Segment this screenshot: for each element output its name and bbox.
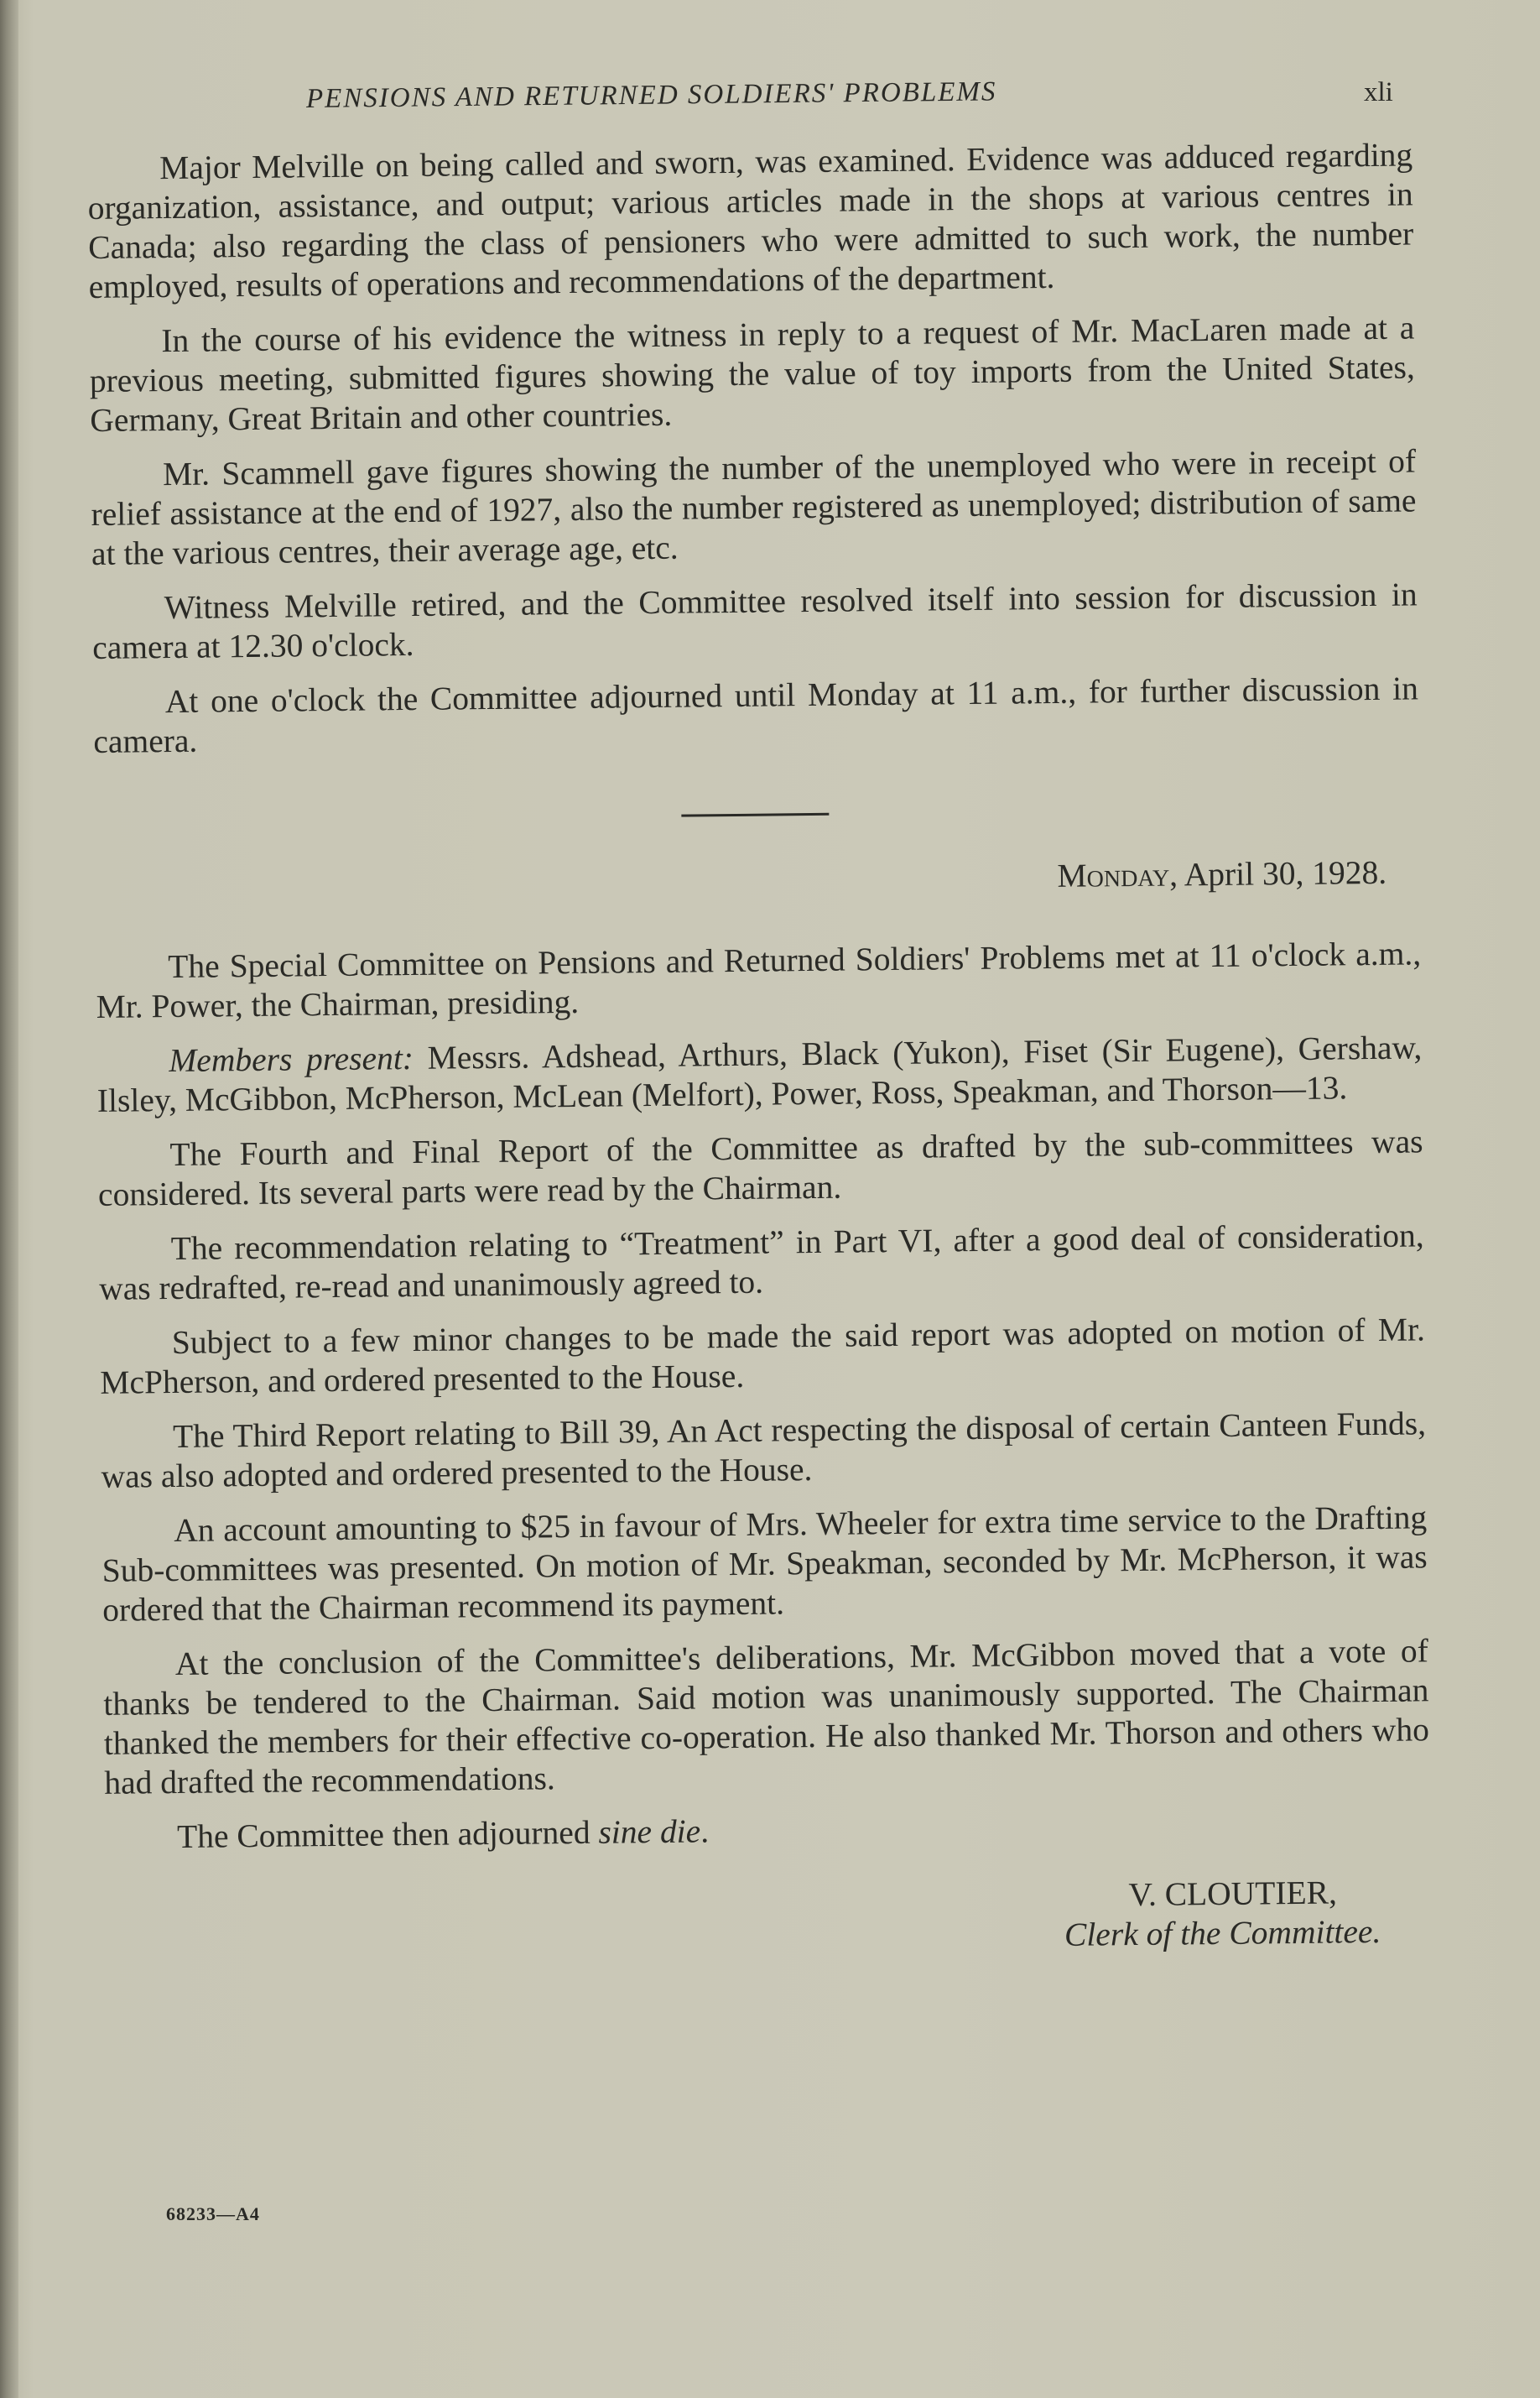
paragraph: At the conclusion of the Committee's deliberations, Mr. McGibbon moved that a vote of thanks be tendered to the Chairman. Said motion was unanimously supported. The Chairman thanked the members for their effective co-operation. He also thanked Mr. Thorson and others who had drafted the recommendations. bbox=[103, 1632, 1430, 1801]
paragraph: Major Melville on being called and sworn, was examined. Evidence was adduced regarding organization, assistance, and output; various articles made in the shops at various centres in Canada; also regarding the class of pensioners who were admitted to such work, the number employed, results of operations and recommendations of the department. bbox=[87, 136, 1414, 305]
signature-block bbox=[106, 1872, 1432, 1965]
page-number: xli bbox=[1364, 77, 1393, 107]
adjournment-text: The Committee then adjourned bbox=[176, 1813, 599, 1855]
paragraph: Mr. Scammell gave figures showing the number of the unemployed who were in receipt of relief assistance at the end of 1927, also the number registered as unemployed; distribution of same at the various centres, their average age, etc. bbox=[91, 442, 1417, 572]
meeting-date-day: Monday bbox=[1057, 856, 1170, 894]
signatory-title: Clerk of the Committee. bbox=[1064, 1912, 1381, 1953]
running-title: PENSIONS AND RETURNED SOLDIERS' PROBLEMS bbox=[305, 76, 997, 114]
members-present-paragraph bbox=[96, 1028, 1423, 1121]
adjournment-paragraph bbox=[105, 1804, 1430, 1858]
paragraph: An account amounting to $25 in favour of Mrs. Wheeler for extra time service to the Drafting Sub-committees was presented. On motion of Mr. Speakman, seconded by Mr. McPherson, it was ordered that the Chairman recommend its payment. bbox=[101, 1499, 1428, 1629]
paragraph: The Third Report relating to Bill 39, An Act respecting the disposal of certain Canteen Funds, was also adopted and ordered presented to the House. bbox=[101, 1405, 1427, 1495]
paragraph: The Fourth and Final Report of the Committee as drafted by the sub-committees was considered. Its several parts were read by the Chairman. bbox=[97, 1123, 1423, 1213]
members-present-label: Members present: bbox=[169, 1039, 414, 1080]
adjournment-end: . bbox=[700, 1812, 710, 1850]
meeting-date-rest: , April 30, 1928. bbox=[1168, 853, 1387, 894]
book-spine-shadow bbox=[0, 0, 18, 2398]
page-header bbox=[0, 77, 1540, 119]
body-text bbox=[87, 135, 1432, 1964]
paragraph: Subject to a few minor changes to be made the said report was adopted on motion of Mr. McPherson, and ordered presented to the House. bbox=[100, 1311, 1426, 1401]
paragraph: Witness Melville retired, and the Committee resolved itself into session for discussion in camera at 12.30 o'clock. bbox=[91, 576, 1418, 666]
paragraph: The Special Committee on Pensions and Returned Soldiers' Problems met at 11 o'clock a.m., Mr. Power, the Chairman, presiding. bbox=[96, 935, 1422, 1025]
meeting-date bbox=[95, 853, 1387, 906]
printer-code: 68233—A4 bbox=[166, 2203, 260, 2224]
signatory-name: V. CLOUTIER, bbox=[1128, 1874, 1338, 1914]
section-divider bbox=[681, 813, 829, 817]
paragraph: The recommendation relating to “Treatment” in Part VI, after a good deal of consideration, was redrafted, re-read and unanimously agreed to. bbox=[98, 1217, 1424, 1307]
sine-die: sine die bbox=[598, 1812, 701, 1851]
paragraph: At one o'clock the Committee adjourned until Monday at 11 a.m., for further discussion in camera. bbox=[93, 670, 1419, 760]
paragraph: In the course of his evidence the witness in reply to a request of Mr. MacLaren made at a previous meeting, submitted figures showing the value of toy imports from the United States, Germany, Great Britain and other countries. bbox=[89, 309, 1416, 439]
members-present-list: Messrs. Adshead, Arthurs, Black (Yukon), Fiset (Sir Eugene), Gershaw, Ilsley, McGibbon, McPherson, McLean (Melfort), Power, Ross, Speakman, and Thorson—13. bbox=[96, 1029, 1423, 1119]
